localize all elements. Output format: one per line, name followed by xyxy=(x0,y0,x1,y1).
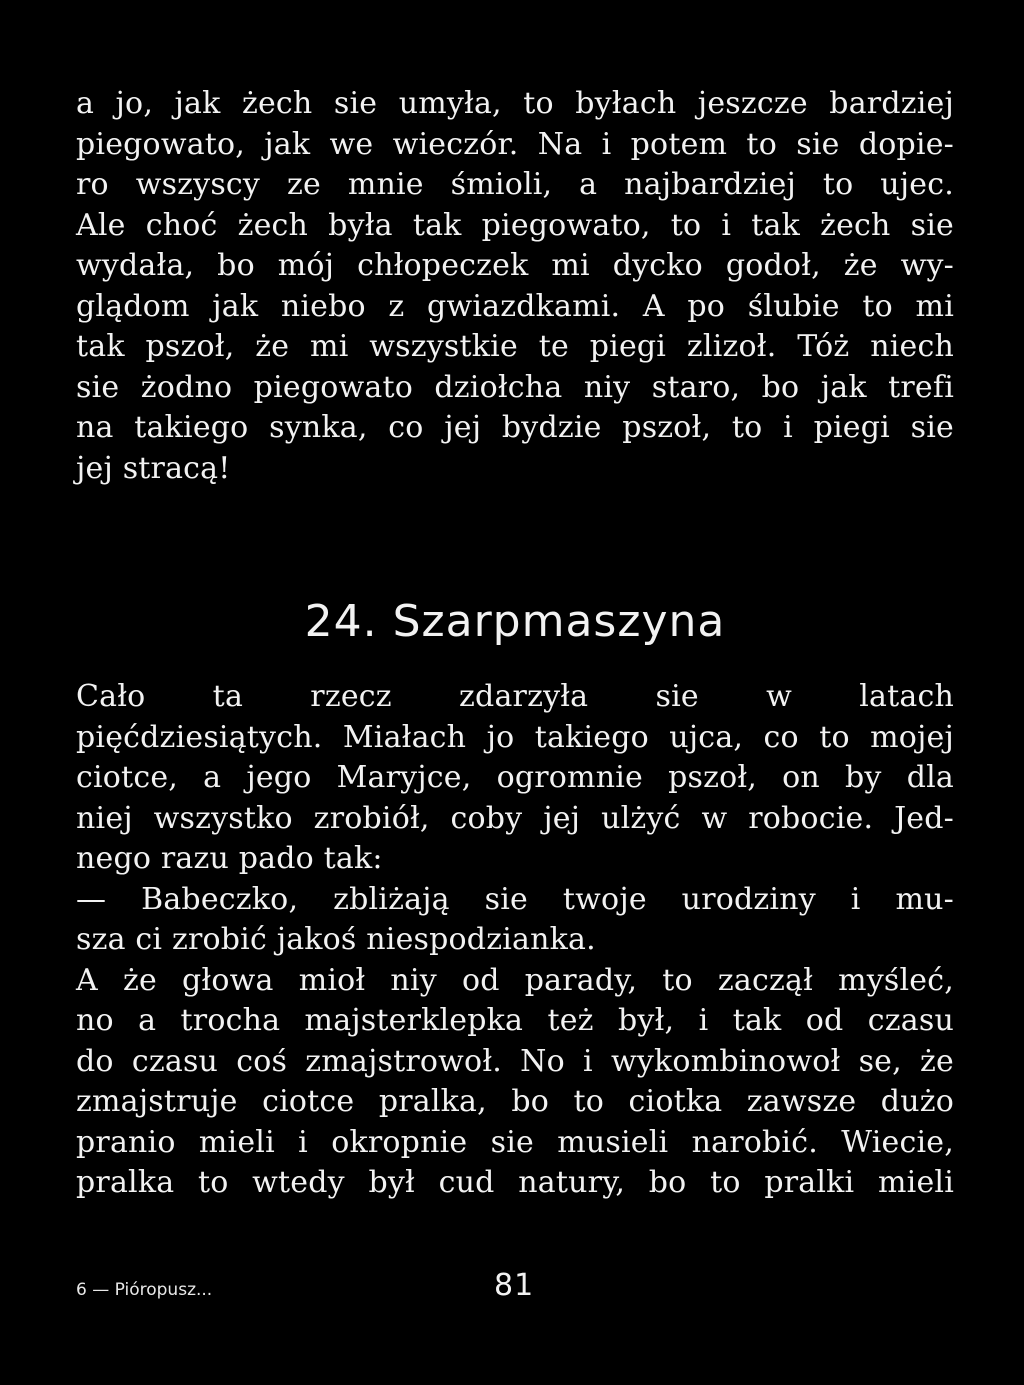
paragraph-2 xyxy=(76,677,954,1204)
text-line: a jo, jak żech sie umyła, to byłach jeszcze bardziej xyxy=(76,86,954,121)
text-line: nego razu pado tak: xyxy=(76,841,383,876)
text-line: Cało ta rzecz zdarzyła sie w latach xyxy=(76,679,954,714)
text-line: ro wszyscy ze mnie śmioli, a najbardziej to ujec. xyxy=(76,167,954,202)
text-line: jej stracą! xyxy=(76,450,231,486)
chapter-heading: 24. Szarpmaszyna xyxy=(304,596,726,647)
text-line: niej wszystko zrobiół, coby jej ulżyć w robocie. Jed- xyxy=(76,800,954,836)
text-line: do czasu coś zmajstrowoł. No i wykombinowoł se, że xyxy=(76,1043,954,1079)
text-line: — Babeczko, zbliżają sie twoje urodziny i mu- xyxy=(76,881,954,917)
text-line: wydała, bo mój chłopeczek mi dycko godoł, że wy- xyxy=(76,248,954,283)
text-line: na takiego synka, co jej bydzie pszoł, to i piegi sie xyxy=(76,410,954,445)
text-line: pięćdziesiątych. Miałach jo takiego ujca, co to mojej xyxy=(76,719,954,755)
text-line: sza ci zrobić jakoś niespodzianka. xyxy=(76,922,596,957)
text-line: ciotce, a jego Maryjce, ogromnie pszoł, on by dla xyxy=(76,760,954,795)
printer-signature: 6 — Pióropusz... xyxy=(76,1280,213,1300)
text-line: Ale choć żech była tak piegowato, to i tak żech sie xyxy=(76,207,954,243)
book-page xyxy=(76,84,954,1200)
text-line: pranio mieli i okropnie sie musieli narobić. Wiecie, xyxy=(76,1124,954,1160)
text-line: A że głowa mioł niy od parady, to zaczął myśleć, xyxy=(76,962,954,998)
text-line: tak pszoł, że mi wszystkie te piegi zlizoł. Tóż niech xyxy=(76,329,954,364)
text-line: zmajstruje ciotce pralka, bo to ciotka zawsze dużo xyxy=(76,1084,954,1119)
text-line: glądom jak niebo z gwiazdkami. A po ślubie to mi xyxy=(76,288,954,324)
text-line: piegowato, jak we wieczór. Na i potem to sie dopie- xyxy=(76,126,954,162)
text-line: sie żodno piegowato dziołcha niy staro, bo jak trefi xyxy=(76,369,954,405)
paragraph-1 xyxy=(76,84,954,489)
page-number: 81 xyxy=(494,1268,535,1303)
text-line: no a trocha majsterklepka też był, i tak od czasu xyxy=(76,1003,954,1038)
text-line: pralka to wtedy był cud natury, bo to pralki mieli xyxy=(76,1165,954,1200)
